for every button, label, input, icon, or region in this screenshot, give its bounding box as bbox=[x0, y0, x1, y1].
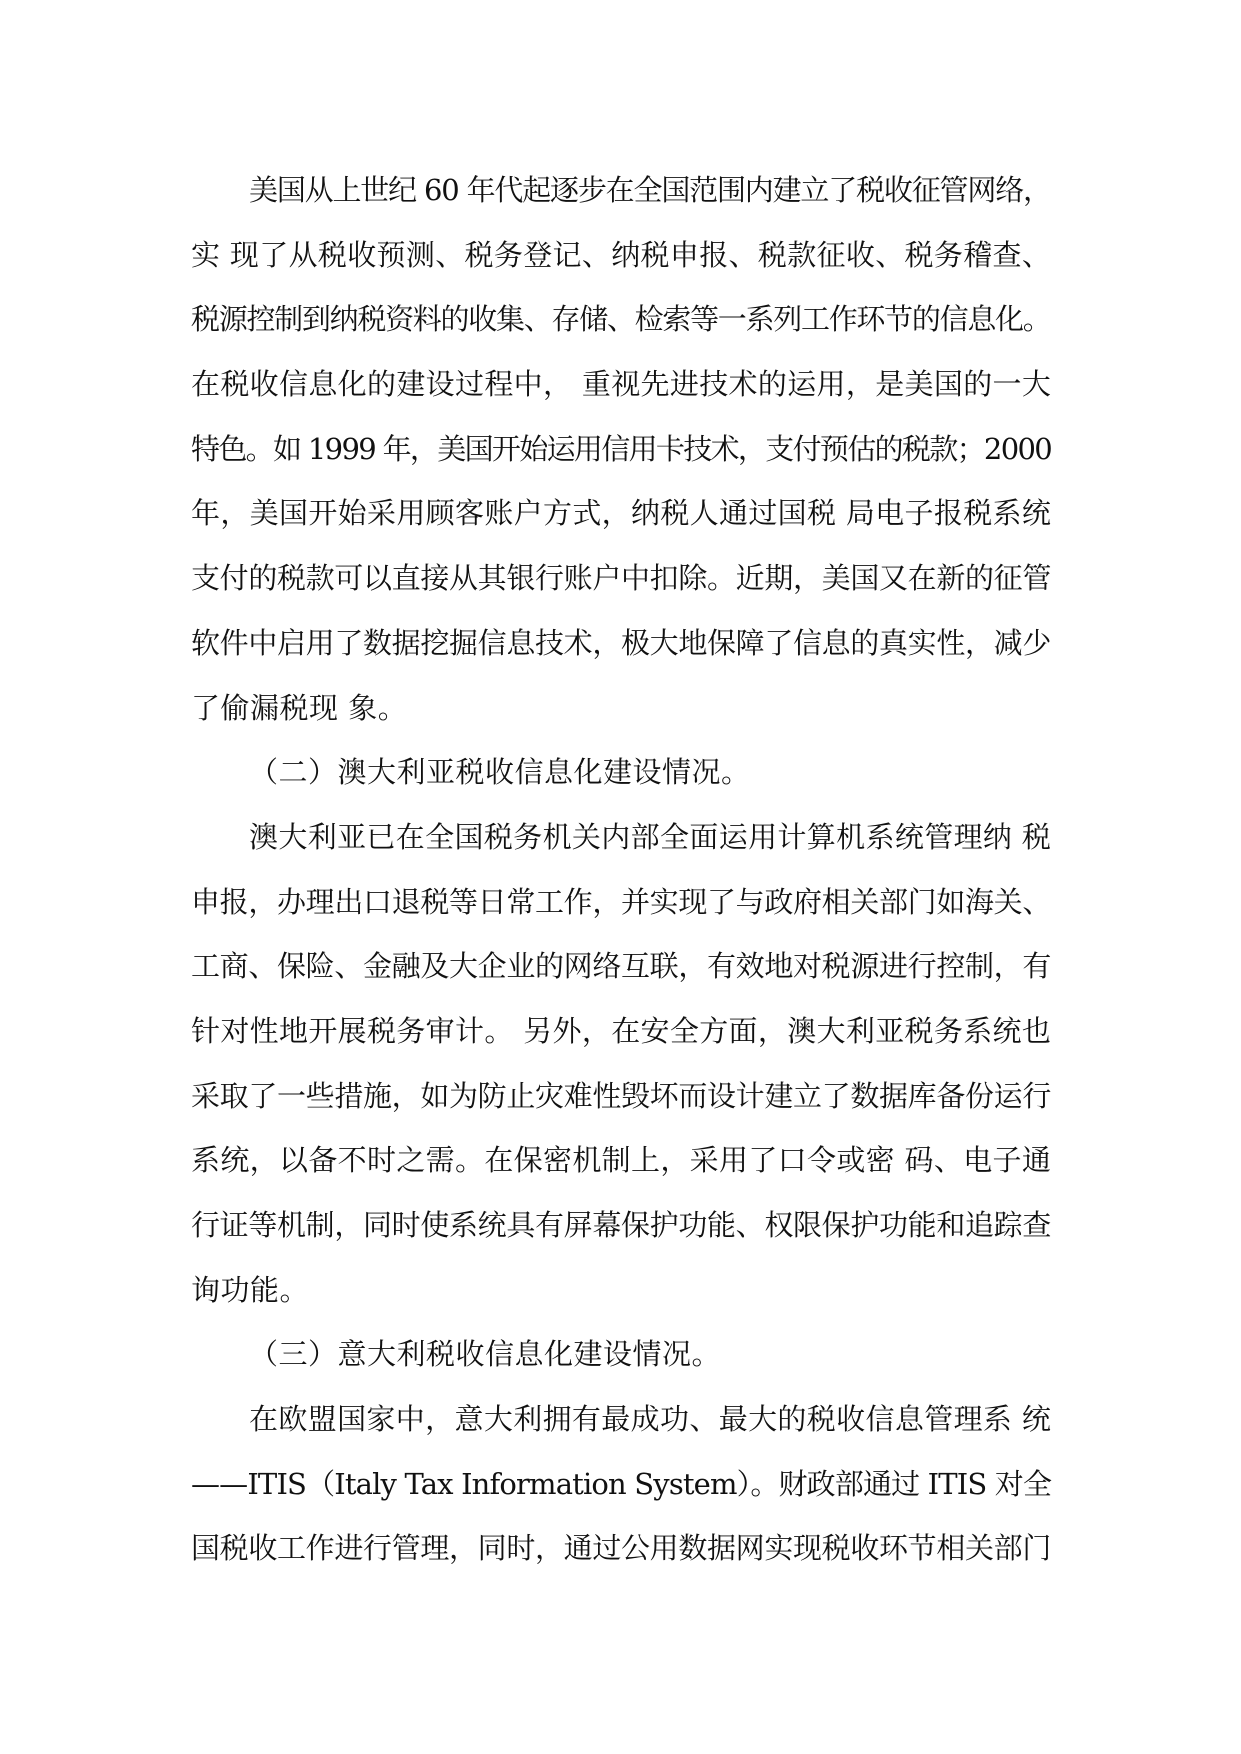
text-line: 税源控制到纳税资料的收集、存储、检索等一系列工作环节的信息化。 bbox=[191, 302, 1051, 337]
text-line: 采取了一些措施，如为防止灾难性毁坏而设计建立了数据库备份运行 bbox=[191, 1078, 1052, 1113]
text-line: 申报，办理出口退税等日常工作，并实现了与政府相关部门如海关、 bbox=[191, 884, 1052, 919]
text-line: 澳大利亚已在全国税务机关内部全面运用计算机系统管理纳 税 bbox=[249, 819, 1052, 854]
text-line: 特色。如 1999 年，美国开始运用信用卡技术，支付预估的税款；2000 bbox=[191, 431, 1052, 466]
text-line: 行证等机制，同时使系统具有屏幕保护功能、权限保护功能和追踪查 bbox=[191, 1208, 1052, 1242]
text-line: 实 现了从税收预测、税务登记、纳税申报、税款征收、税务稽查、 bbox=[191, 237, 1052, 272]
text-line: ——ITIS（Italy Tax Information System）。财政部通过 ITIS 对全 bbox=[191, 1466, 1052, 1501]
text-line: 工商、保险、金融及大企业的网络互联，有效地对税源进行控制，有 bbox=[191, 949, 1052, 984]
text-line: 国税收工作进行管理，同时，通过公用数据网实现税收环节相关部门 bbox=[191, 1531, 1052, 1566]
text-line: 针对性地开展税务审计。 另外，在安全方面，澳大利亚税务系统也 bbox=[191, 1013, 1052, 1048]
text-line: 在税收信息化的建设过程中， 重视先进技术的运用，是美国的一大 bbox=[191, 367, 1052, 402]
text-line: 美国从上世纪 60 年代起逐步在全国范围内建立了税收征管网络， bbox=[249, 173, 1051, 207]
text-line: 在欧盟国家中，意大利拥有最成功、最大的税收信息管理系 统 bbox=[249, 1402, 1052, 1437]
text-line: 软件中启用了数据挖掘信息技术，极大地保障了信息的真实性，减少 bbox=[191, 625, 1052, 660]
document-body bbox=[191, 158, 1051, 1581]
section-heading-australia: （二）澳大利亚税收信息化建设情况。 bbox=[249, 755, 751, 790]
text-line: 支付的税款可以直接从其银行账户中扣除。近期，美国又在新的征管 bbox=[191, 561, 1052, 596]
text-line: 询功能。 bbox=[191, 1272, 310, 1307]
text-line: 了偷漏税现 象。 bbox=[191, 690, 408, 725]
text-line: 系统，以备不时之需。在保密机制上，采用了口令或密 码、电子通 bbox=[191, 1143, 1052, 1178]
section-heading-italy: （三）意大利税收信息化建设情况。 bbox=[249, 1337, 722, 1372]
text-line: 年，美国开始采用顾客账户方式，纳税人通过国税 局电子报税系统 bbox=[191, 496, 1052, 531]
